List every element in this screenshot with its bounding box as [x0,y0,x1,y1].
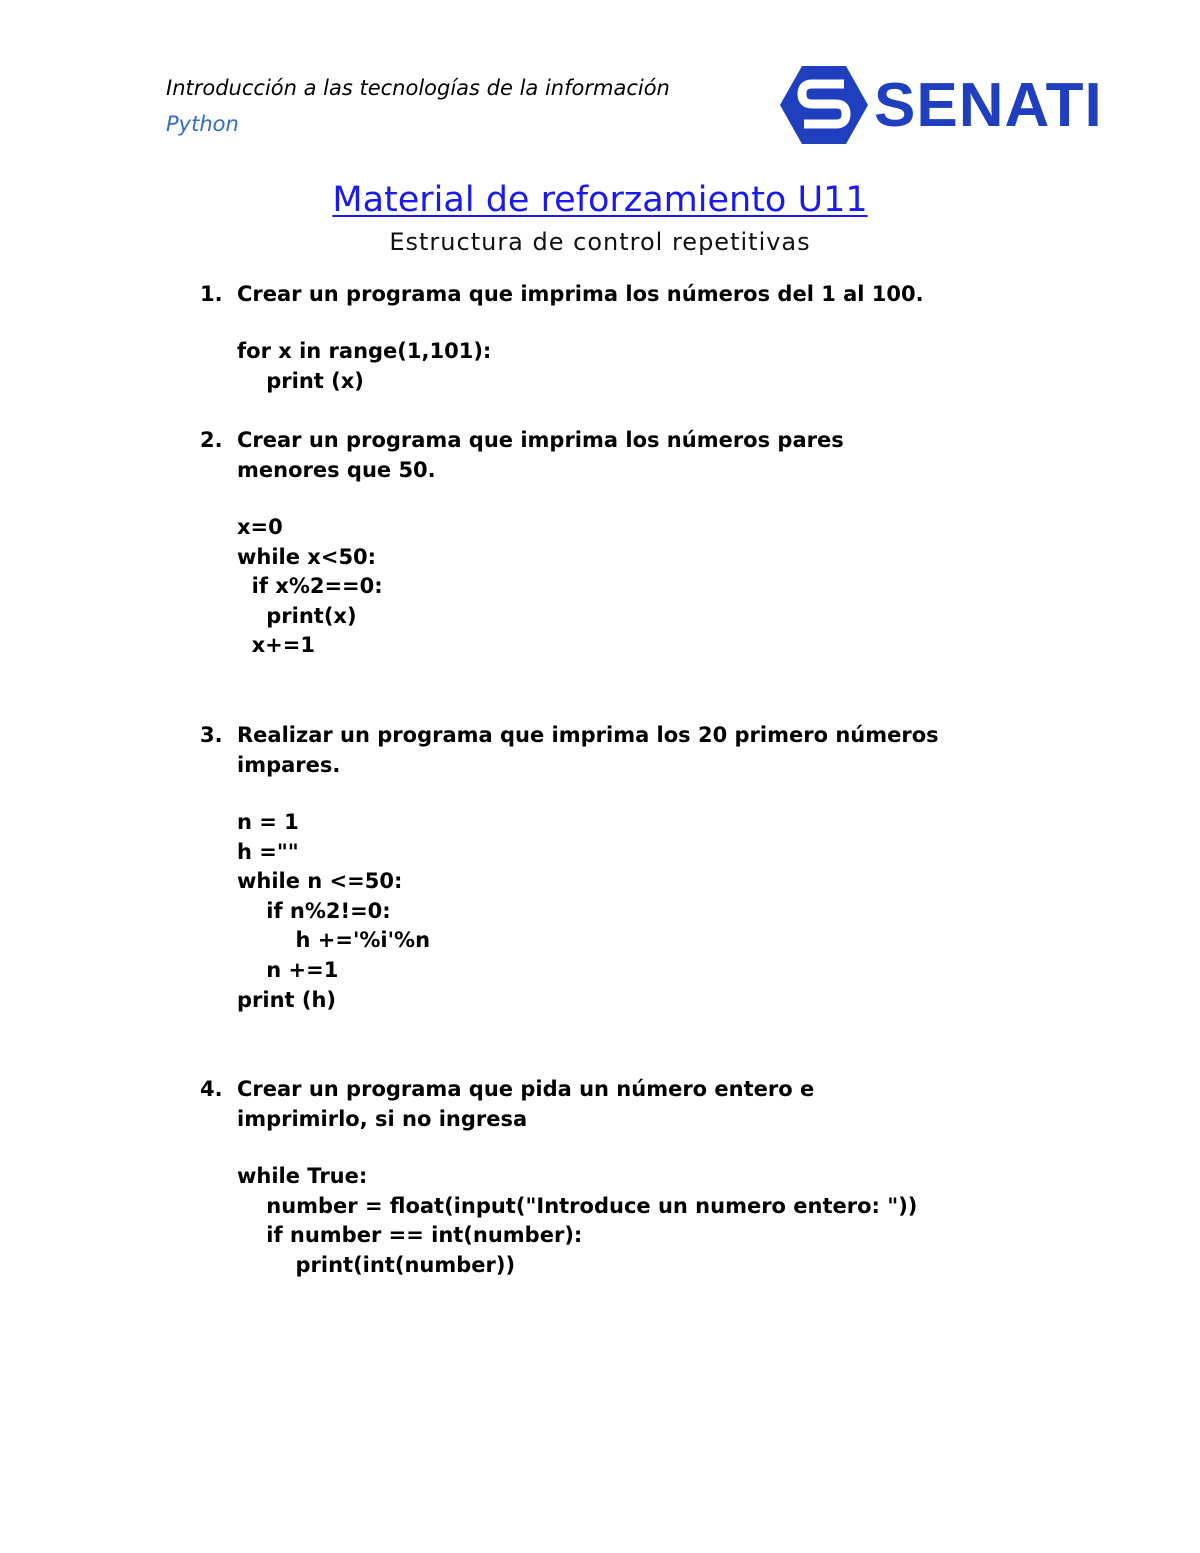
exercise-statement: Crear un programa que imprima los números pares menores que 50. [237,428,844,482]
code-block [237,808,430,1015]
document-title: Material de reforzamiento U11 [332,180,868,220]
code-block [237,1162,917,1280]
code-block [237,337,491,396]
code-line: while x<50: [237,544,377,569]
exercise-statement: Crear un programa que imprima los números del 1 al 100. [237,282,924,306]
code-line: h +='%i'%n [237,928,431,953]
code-line: print (h) [237,987,337,1012]
code-line: while n <=50: [237,869,403,894]
exercise-statement: Realizar un programa que imprima los 20 primero números impares. [237,723,939,777]
exercise-number: 2. [200,428,223,452]
code-line: number = float(input("Introduce un numero entero: ")) [237,1193,918,1218]
code-line: print (x) [237,368,364,393]
code-line: x=0 [237,515,283,539]
exercise-number: 3. [200,723,223,747]
code-line: if number == int(number): [237,1223,583,1248]
code-line: if x%2==0: [237,574,383,599]
code-line: print(x) [237,603,357,628]
code-line: print(int(number)) [237,1252,516,1277]
exercise-statement: Crear un programa que pida un número entero e imprimirlo, si no ingresa [237,1077,815,1131]
code-line: h ="" [237,839,299,864]
course-title: Introducción a las tecnologías de la información [166,76,670,100]
exercise-number: 4. [200,1077,223,1101]
code-line: x+=1 [237,633,315,658]
code-line: while True: [237,1164,368,1188]
code-line: n = 1 [237,810,299,834]
document-subtitle: Estructura de control repetitivas [389,228,811,256]
code-line: if n%2!=0: [237,898,391,923]
exercise-number: 1. [200,282,223,306]
code-line: for x in range(1,101): [237,339,492,363]
code-line: n +=1 [237,957,339,982]
code-block [237,513,383,661]
senati-logo-text: SENATI [874,71,1103,140]
course-subject: Python [166,112,239,136]
